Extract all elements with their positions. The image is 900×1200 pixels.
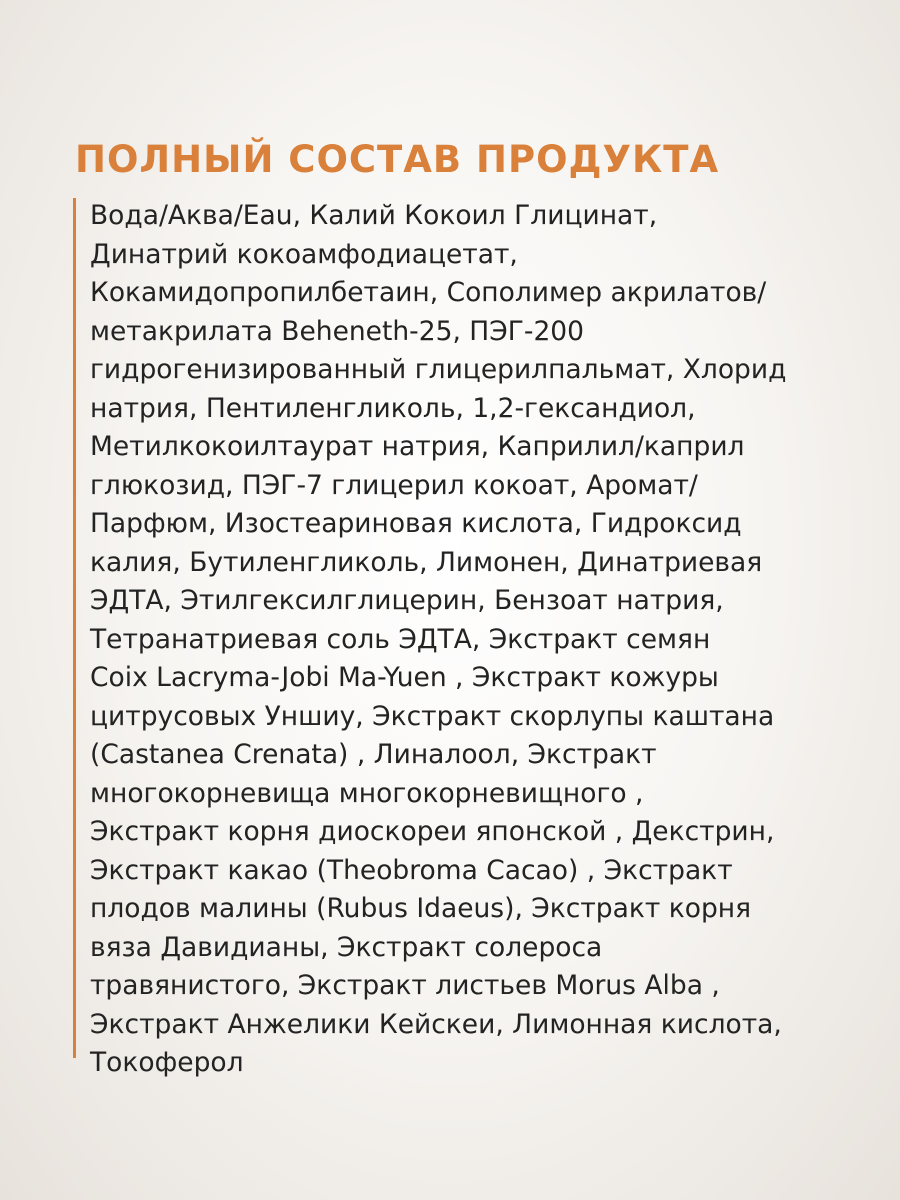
ingredients-line: Метилкокоилтаурат натрия, Каприлил/каприл — [90, 431, 745, 462]
ingredients-line: ЭДТА, Этилгексилглицерин, Бензоат натрия, — [90, 585, 724, 616]
ingredients-list — [90, 197, 880, 1083]
ingredients-line: натрия, Пентиленгликоль, 1,2-гександиол, — [90, 392, 696, 424]
ingredients-line: Вода/Аква/Eau, Калий Кокоил Глицинат, — [90, 200, 658, 231]
page-title: ПОЛНЫЙ СОСТАВ ПРОДУКТА — [75, 138, 720, 181]
accent-bar — [73, 198, 76, 1058]
ingredients-line: травянистого, Экстракт листьев Morus Alba , — [90, 970, 720, 1001]
ingredients-line: глюкозид, ПЭГ-7 глицерил кокоат, Аромат/ — [90, 469, 698, 501]
ingredients-line: гидрогенизированный глицерилпальмат, Хлорид — [90, 354, 787, 385]
ingredients-line: Токоферол — [90, 1047, 244, 1078]
ingredients-line: Coix Lacryma-Jobi Ma-Yuen , Экстракт кожуры — [90, 662, 719, 693]
ingredients-line: цитрусовых Уншиу, Экстракт скорлупы каштана — [90, 700, 775, 732]
ingredients-line: Экстракт корня диоскореи японской , Декстрин, — [90, 816, 775, 847]
ingredients-line: метакрилата Beheneth-25, ПЭГ-200 — [90, 315, 585, 347]
ingredients-line: вяза Давидианы, Экстракт солероса — [90, 931, 603, 963]
ingredients-line: Динатрий кокоамфодиацетат, — [90, 238, 518, 270]
ingredients-line: Экстракт Анжелики Кейскеи, Лимонная кислота, — [90, 1008, 782, 1040]
ingredients-line: многокорневища многокорневищного , — [90, 777, 644, 809]
ingredients-line: (Castanea Crenata) , Линалоол, Экстракт — [90, 739, 657, 770]
ingredients-line: Кокамидопропилбетаин, Сополимер акрилатов/ — [90, 277, 767, 308]
ingredients-line: калия, Бутиленгликоль, Лимонен, Динатриевая — [90, 546, 763, 578]
ingredients-line: Парфюм, Изостеариновая кислота, Гидроксид — [90, 508, 742, 539]
ingredients-line: плодов малины (Rubus Idaeus), Экстракт корня — [90, 893, 752, 924]
ingredients-line: Тетранатриевая соль ЭДТА, Экстракт семян — [90, 623, 711, 655]
ingredients-line: Экстракт какао (Theobroma Cacao) , Экстракт — [90, 854, 733, 886]
